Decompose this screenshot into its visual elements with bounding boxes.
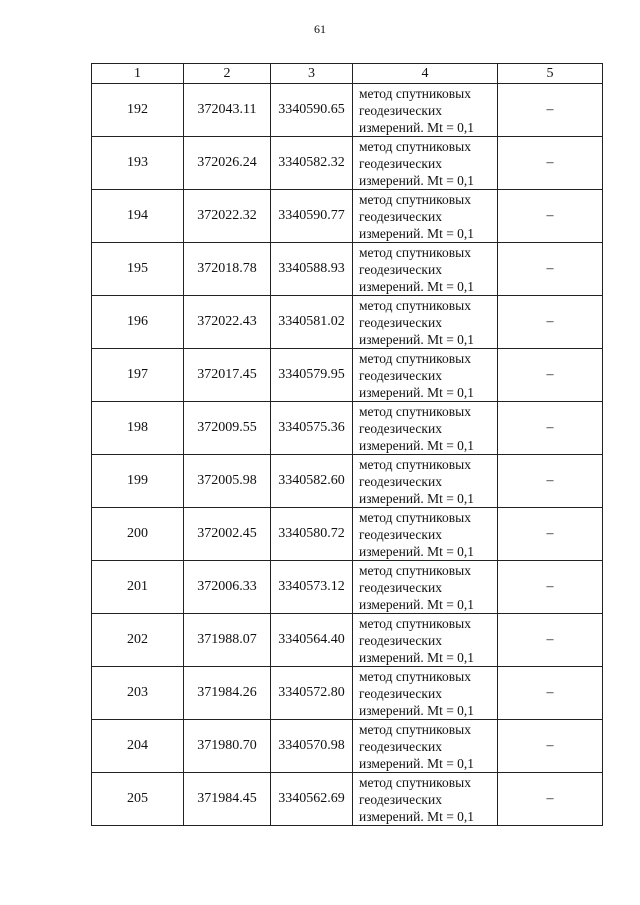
y-coordinate-cell: 3340590.77	[271, 190, 353, 243]
column-header-1: 1	[92, 64, 184, 84]
column-header-3: 3	[271, 64, 353, 84]
point-number-cell: 199	[92, 455, 184, 508]
method-line: геодезических	[359, 367, 442, 383]
method-line: метод спутниковых	[359, 244, 471, 260]
note-cell: –	[498, 614, 603, 667]
method-line: геодезических	[359, 579, 442, 595]
x-coordinate-cell: 372022.32	[184, 190, 271, 243]
note-cell: –	[498, 84, 603, 137]
method-cell	[353, 614, 498, 667]
method-line: измерений. Mt = 0,1	[359, 172, 475, 188]
point-number-cell: 198	[92, 402, 184, 455]
y-coordinate-cell: 3340582.32	[271, 137, 353, 190]
table-row	[92, 190, 603, 243]
table-row	[92, 720, 603, 773]
note-cell: –	[498, 455, 603, 508]
method-line: метод спутниковых	[359, 509, 471, 525]
point-number-cell: 194	[92, 190, 184, 243]
table-row	[92, 614, 603, 667]
y-coordinate-cell: 3340581.02	[271, 296, 353, 349]
note-cell: –	[498, 137, 603, 190]
column-header-5: 5	[498, 64, 603, 84]
table-row	[92, 455, 603, 508]
note-cell: –	[498, 190, 603, 243]
table-row	[92, 84, 603, 137]
column-header-2: 2	[184, 64, 271, 84]
method-line: метод спутниковых	[359, 615, 471, 631]
note-cell: –	[498, 402, 603, 455]
method-line: метод спутниковых	[359, 297, 471, 313]
point-number-cell: 193	[92, 137, 184, 190]
method-line: измерений. Mt = 0,1	[359, 596, 475, 612]
note-cell: –	[498, 508, 603, 561]
method-cell	[353, 349, 498, 402]
table-row	[92, 296, 603, 349]
note-cell: –	[498, 720, 603, 773]
table-row	[92, 667, 603, 720]
y-coordinate-cell: 3340579.95	[271, 349, 353, 402]
x-coordinate-cell: 371988.07	[184, 614, 271, 667]
x-coordinate-cell: 372005.98	[184, 455, 271, 508]
x-coordinate-cell: 372022.43	[184, 296, 271, 349]
note-cell: –	[498, 561, 603, 614]
method-line: геодезических	[359, 738, 442, 754]
point-number-cell: 201	[92, 561, 184, 614]
table-row	[92, 137, 603, 190]
y-coordinate-cell: 3340588.93	[271, 243, 353, 296]
x-coordinate-cell: 371980.70	[184, 720, 271, 773]
method-line: измерений. Mt = 0,1	[359, 119, 475, 135]
x-coordinate-cell: 372018.78	[184, 243, 271, 296]
table-header-row	[92, 64, 603, 84]
point-number-cell: 203	[92, 667, 184, 720]
note-cell: –	[498, 349, 603, 402]
method-line: метод спутниковых	[359, 774, 471, 790]
method-cell	[353, 190, 498, 243]
x-coordinate-cell: 372043.11	[184, 84, 271, 137]
y-coordinate-cell: 3340590.65	[271, 84, 353, 137]
x-coordinate-cell: 372002.45	[184, 508, 271, 561]
method-line: измерений. Mt = 0,1	[359, 437, 475, 453]
method-line: измерений. Mt = 0,1	[359, 702, 475, 718]
y-coordinate-cell: 3340562.69	[271, 773, 353, 826]
method-line: измерений. Mt = 0,1	[359, 331, 475, 347]
note-cell: –	[498, 667, 603, 720]
method-cell	[353, 243, 498, 296]
method-line: измерений. Mt = 0,1	[359, 278, 475, 294]
page-number: 61	[314, 22, 326, 36]
y-coordinate-cell: 3340573.12	[271, 561, 353, 614]
method-cell	[353, 508, 498, 561]
method-cell	[353, 296, 498, 349]
table-row	[92, 402, 603, 455]
method-line: измерений. Mt = 0,1	[359, 490, 475, 506]
method-cell	[353, 402, 498, 455]
y-coordinate-cell: 3340580.72	[271, 508, 353, 561]
table-row	[92, 561, 603, 614]
y-coordinate-cell: 3340564.40	[271, 614, 353, 667]
method-cell	[353, 84, 498, 137]
method-line: геодезических	[359, 208, 442, 224]
method-line: геодезических	[359, 155, 442, 171]
method-cell	[353, 455, 498, 508]
y-coordinate-cell: 3340582.60	[271, 455, 353, 508]
note-cell: –	[498, 296, 603, 349]
method-line: метод спутниковых	[359, 350, 471, 366]
method-cell	[353, 561, 498, 614]
method-line: метод спутниковых	[359, 403, 471, 419]
method-cell	[353, 720, 498, 773]
point-number-cell: 195	[92, 243, 184, 296]
point-number-cell: 200	[92, 508, 184, 561]
method-line: геодезических	[359, 526, 442, 542]
method-line: геодезических	[359, 791, 442, 807]
point-number-cell: 196	[92, 296, 184, 349]
method-line: измерений. Mt = 0,1	[359, 649, 475, 665]
note-cell: –	[498, 773, 603, 826]
point-number-cell: 204	[92, 720, 184, 773]
point-number-cell: 205	[92, 773, 184, 826]
method-line: геодезических	[359, 102, 442, 118]
note-cell: –	[498, 243, 603, 296]
method-line: геодезических	[359, 473, 442, 489]
method-line: метод спутниковых	[359, 191, 471, 207]
y-coordinate-cell: 3340572.80	[271, 667, 353, 720]
y-coordinate-cell: 3340575.36	[271, 402, 353, 455]
table-row	[92, 773, 603, 826]
x-coordinate-cell: 371984.26	[184, 667, 271, 720]
method-line: метод спутниковых	[359, 85, 471, 101]
method-cell	[353, 773, 498, 826]
method-line: геодезических	[359, 685, 442, 701]
x-coordinate-cell: 372026.24	[184, 137, 271, 190]
y-coordinate-cell: 3340570.98	[271, 720, 353, 773]
table-row	[92, 508, 603, 561]
point-number-cell: 192	[92, 84, 184, 137]
point-number-cell: 202	[92, 614, 184, 667]
point-number-cell: 197	[92, 349, 184, 402]
method-line: измерений. Mt = 0,1	[359, 225, 475, 241]
method-line: геодезических	[359, 314, 442, 330]
table-row	[92, 349, 603, 402]
method-line: геодезических	[359, 632, 442, 648]
method-line: геодезических	[359, 420, 442, 436]
method-cell	[353, 137, 498, 190]
method-line: метод спутниковых	[359, 668, 471, 684]
x-coordinate-cell: 372017.45	[184, 349, 271, 402]
coordinates-table	[91, 63, 603, 826]
method-line: измерений. Mt = 0,1	[359, 384, 475, 400]
method-line: измерений. Mt = 0,1	[359, 755, 475, 771]
method-line: метод спутниковых	[359, 562, 471, 578]
method-cell	[353, 667, 498, 720]
method-line: метод спутниковых	[359, 721, 471, 737]
table-body	[92, 84, 603, 826]
method-line: измерений. Mt = 0,1	[359, 808, 475, 824]
method-line: измерений. Mt = 0,1	[359, 543, 475, 559]
method-line: геодезических	[359, 261, 442, 277]
x-coordinate-cell: 371984.45	[184, 773, 271, 826]
x-coordinate-cell: 372006.33	[184, 561, 271, 614]
method-line: метод спутниковых	[359, 138, 471, 154]
table-row	[92, 243, 603, 296]
x-coordinate-cell: 372009.55	[184, 402, 271, 455]
method-line: метод спутниковых	[359, 456, 471, 472]
column-header-4: 4	[353, 64, 498, 84]
